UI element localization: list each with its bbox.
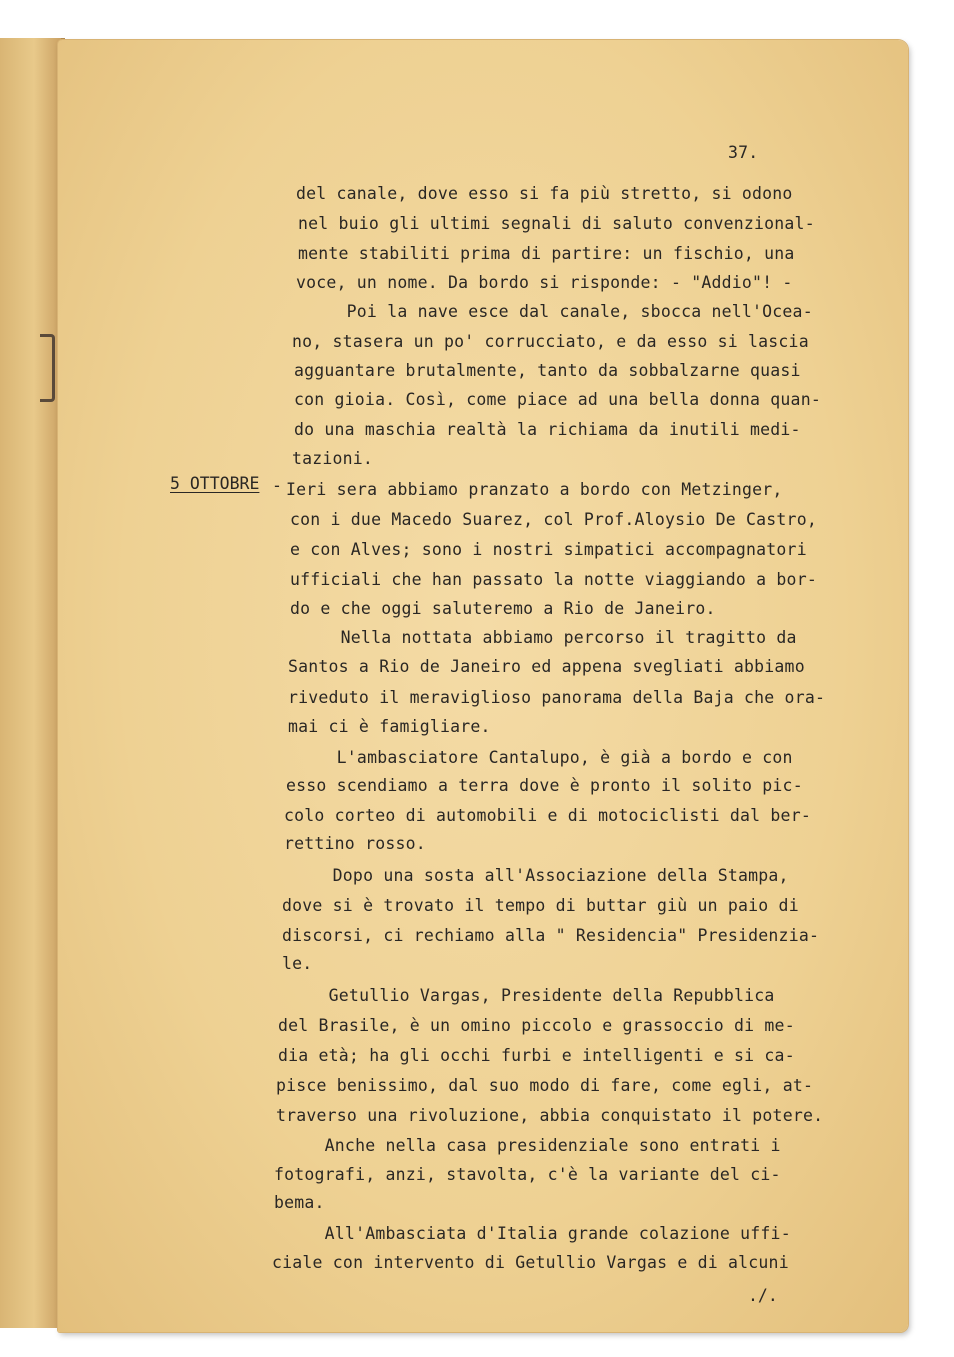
text-line: fotografi, anzi, stavolta, c'è la variante del ci- (274, 1165, 781, 1184)
previous-page-edge (0, 38, 63, 1328)
text-line: mai ci è famigliare. (288, 717, 491, 736)
text-line: no, stasera un po' corrucciato, e da esso si lascia (292, 332, 809, 351)
text-line: agguantare brutalmente, tanto da sobbalzarne quasi (294, 361, 801, 380)
text-line: del canale, dove esso si fa più stretto, si odono (296, 184, 793, 203)
date-dash: - (272, 476, 282, 495)
text-line: mente stabiliti prima di partire: un fischio, una (298, 244, 795, 263)
text-line: ufficiali che han passato la notte viaggiando a bor- (290, 570, 817, 589)
text-line: ciale con intervento di Getullio Vargas e di alcuni (272, 1253, 789, 1272)
text-line: con gioia. Così, come piace ad una bella donna quan- (294, 390, 821, 409)
text-line: Nella nottata abbiamo percorso il tragitto da (290, 628, 797, 647)
text-line: del Brasile, è un omino piccolo e grassoccio di me- (278, 1016, 795, 1035)
text-line: Dopo una sosta all'Associazione della Stampa, (282, 866, 789, 885)
text-line: e con Alves; sono i nostri simpatici accompagnatori (290, 540, 807, 559)
text-line: Ieri sera abbiamo pranzato a bordo con Metzinger, (286, 480, 783, 499)
text-line: riveduto il meraviglioso panorama della Baja che ora- (288, 688, 826, 707)
text-line: dia età; ha gli occhi furbi e intelligenti e si ca- (278, 1046, 795, 1065)
text-line: All'Ambasciata d'Italia grande colazione uffi- (274, 1224, 791, 1243)
date-label: 5 OTTOBRE (170, 474, 260, 493)
text-line: colo corteo di automobili e di motociclisti dal ber- (284, 806, 811, 825)
text-line: tazioni. (292, 449, 374, 468)
text-line: Getullio Vargas, Presidente della Repubblica (278, 986, 775, 1005)
text-line: do e che oggi saluteremo a Rio de Janeiro. (290, 599, 716, 618)
text-line: bema. (274, 1193, 325, 1212)
text-line: esso scendiamo a terra dove è pronto il solito pic- (286, 776, 803, 795)
text-line: con i due Macedo Suarez, col Prof.Aloysio De Castro, (290, 510, 817, 529)
text-line: nel buio gli ultimi segnali di saluto convenzional- (298, 214, 815, 233)
staple (40, 334, 55, 402)
text-line: dove si è trovato il tempo di buttar giù un paio di (282, 896, 799, 915)
continuation-mark: ./. (748, 1286, 778, 1305)
text-line: discorsi, ci rechiamo alla " Residencia" Presidenzia- (282, 926, 820, 945)
text-line: do una maschia realtà la richiama da inutili medi- (294, 420, 801, 439)
text-line: Poi la nave esce dal canale, sbocca nell'Ocea- (296, 302, 813, 321)
text-line: Santos a Rio de Janeiro ed appena svegliati abbiamo (288, 657, 805, 676)
text-line: L'ambasciatore Cantalupo, è già a bordo e con (286, 748, 793, 767)
text-line: rettino rosso. (284, 834, 426, 853)
text-line: Anche nella casa presidenziale sono entrati i (274, 1136, 781, 1155)
text-line: le. (282, 954, 313, 973)
text-line: traverso una rivoluzione, abbia conquistato il potere. (276, 1106, 824, 1125)
text-line: pisce benissimo, dal suo modo di fare, come egli, at- (276, 1076, 814, 1095)
text-line: voce, un nome. Da bordo si risponde: - "Addio"! - (296, 273, 793, 292)
page-number: 37. (728, 143, 759, 162)
